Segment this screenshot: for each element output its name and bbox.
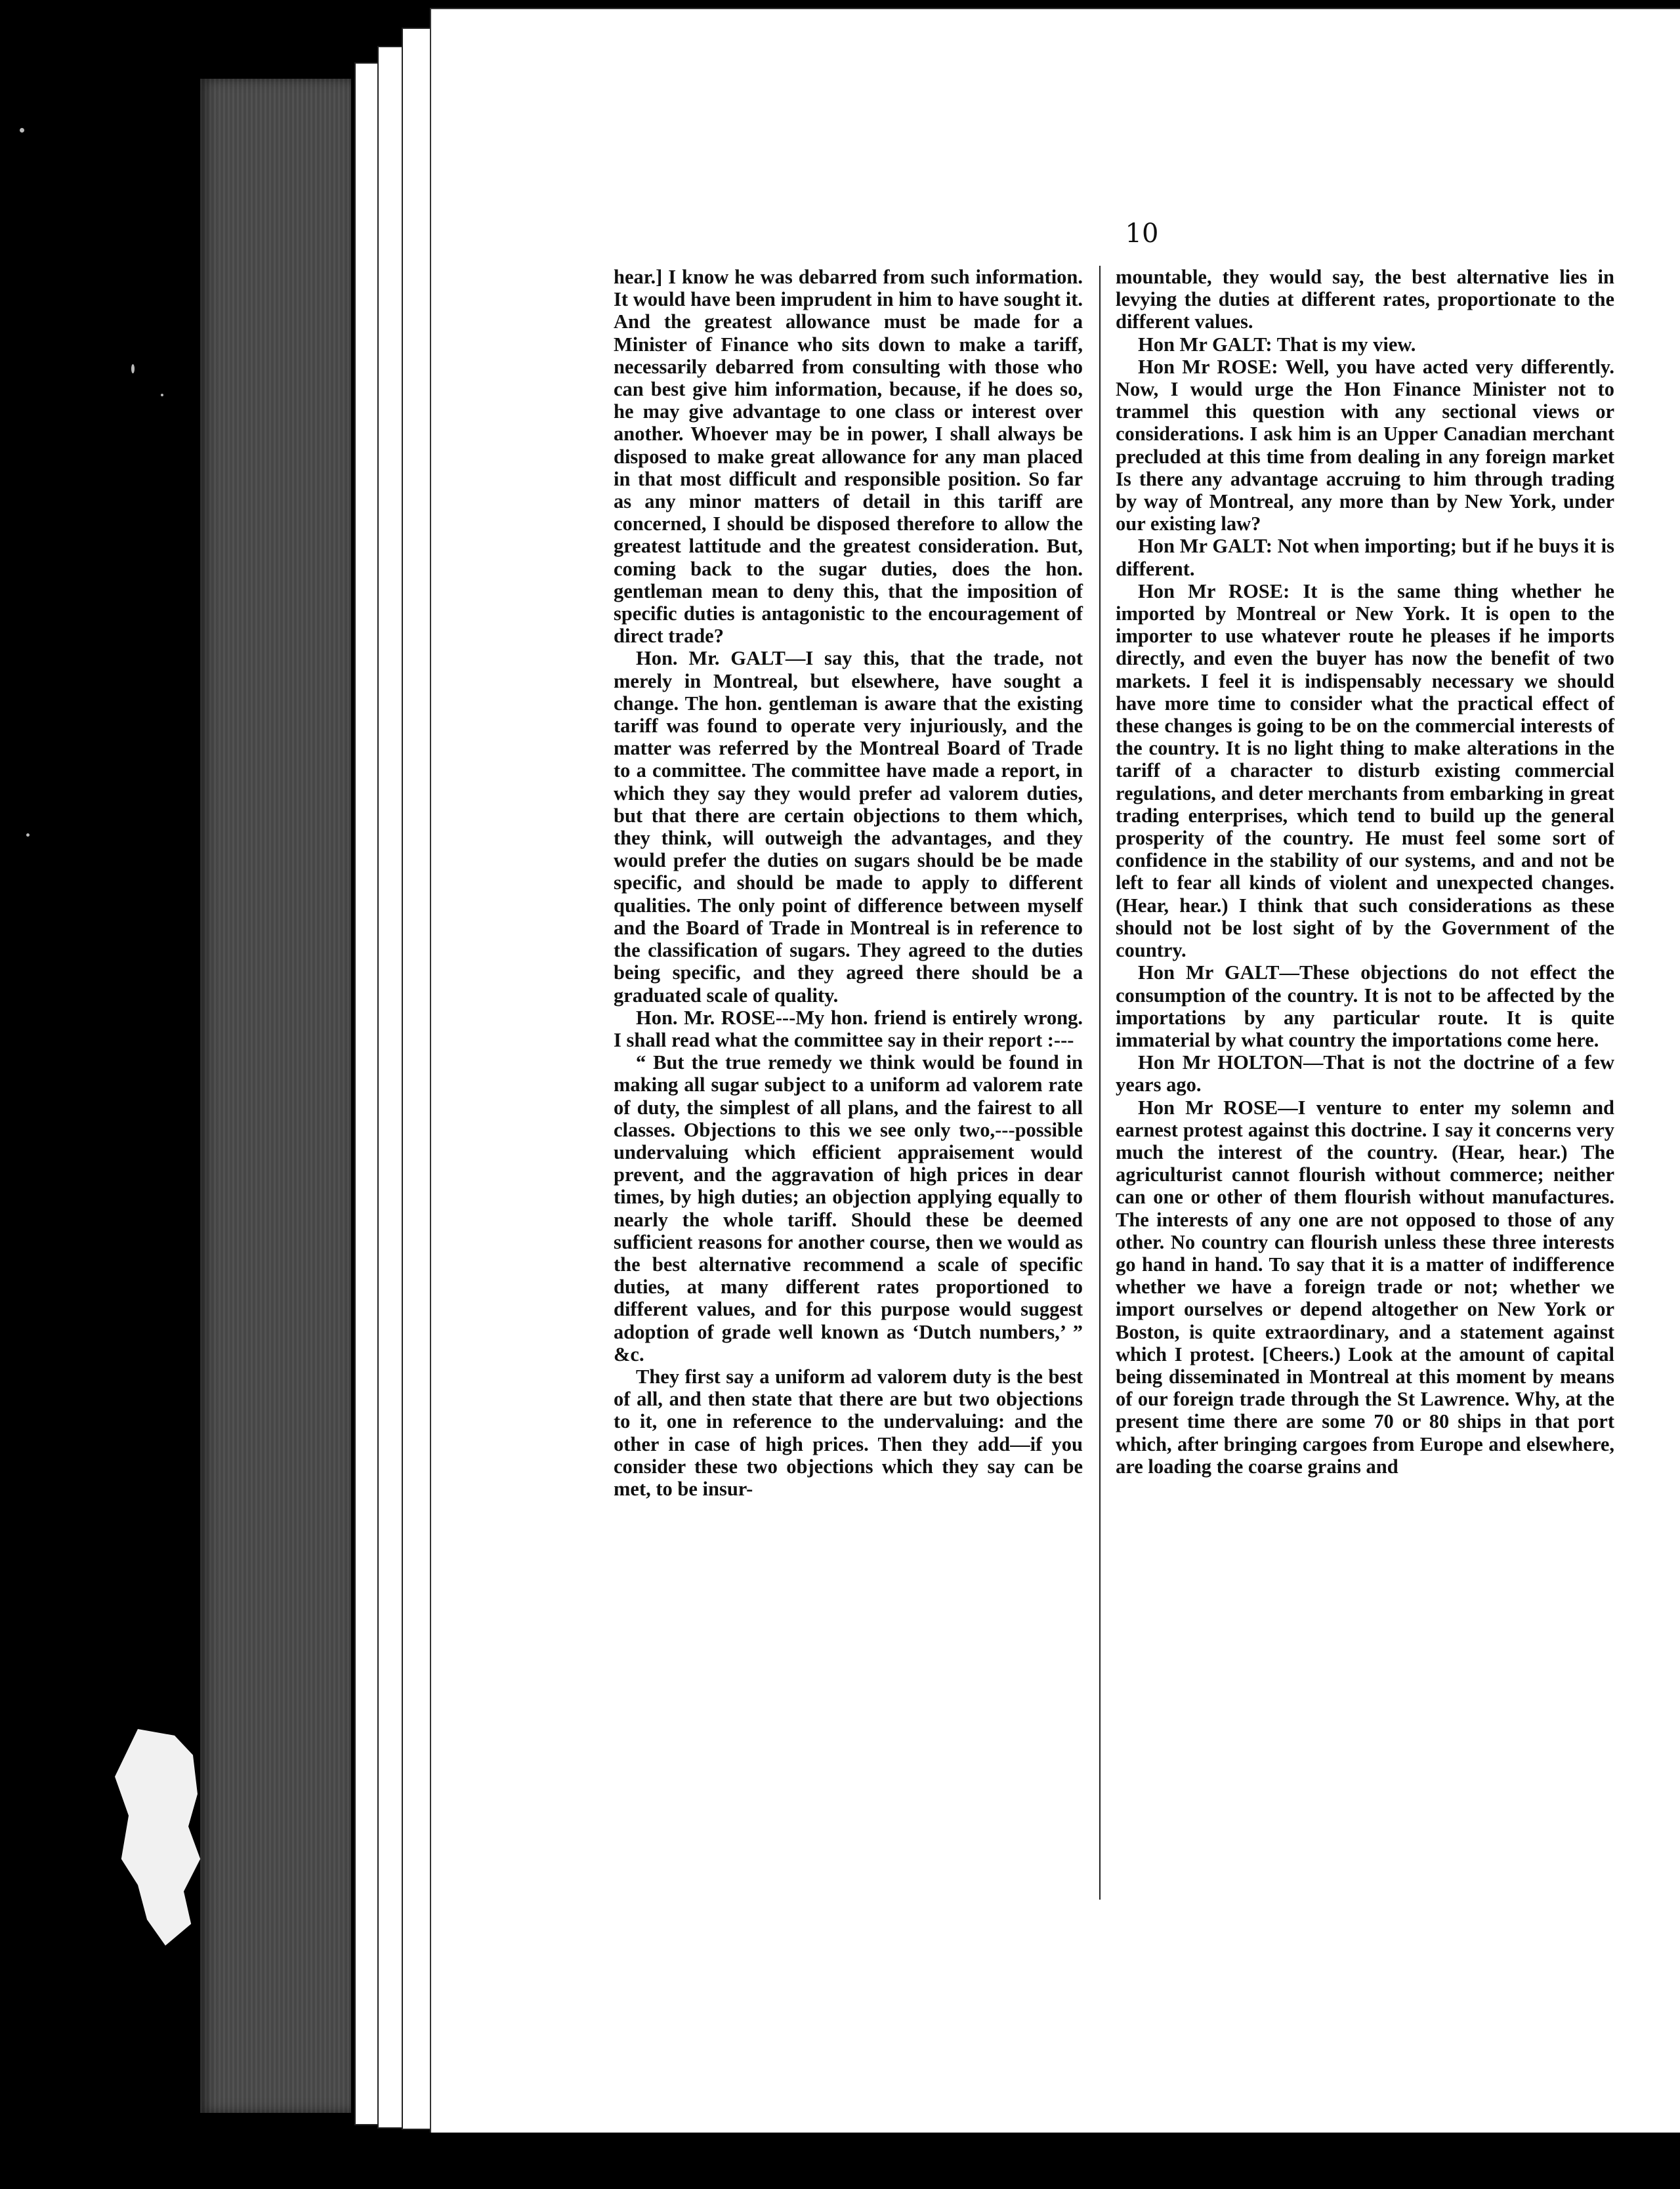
paragraph: mountable, they would say, the best alternative lies in levying the duties at different rates, proportionate to the different values. [1116,266,1614,333]
paragraph: Hon Mr GALT—These objections do not effect the consumption of the country. It is not to be affected by the importations by any particular route. It is quite immaterial by what country the importations come here. [1116,961,1614,1051]
dust-speck [161,394,163,396]
paragraph: Hon. Mr. GALT—I say this, that the trade, not merely in Montreal, but elsewhere, have sought a change. The hon. gentleman is aware that the existing tariff was found to operate very injuriously, and the matter was referred by the Montreal Board of Trade to a committee. The committee have made a report, in which they say they would prefer ad valorem duties, but that there are certain objections to them which, they think, will outweigh the advantages, and they would prefer the duties on sugars should be be made specific, and should be made to apply to different qualities. The only point of difference between myself and the Board of Trade in Montreal is in reference to the classification of sugars. They agreed to the duties being specific, and they agreed there should be a graduated scale of quality. [614,647,1083,1007]
dust-speck [131,364,135,373]
column-rule [1099,266,1101,1900]
paper-scrap [110,1729,202,1946]
right-text-column [1116,266,1614,1478]
paragraph: Hon. Mr. ROSE---My hon. friend is entirely wrong. I shall read what the committee say in their report :--- [614,1006,1083,1051]
paragraph: “ But the true remedy we think would be found in making all sugar subject to a uniform ad valorem rate of duty, the simplest of all plans, and the fairest to all classes. Objections to this we see only two,---possible undervaluing which efficient appraisement would prevent, and the aggravation of high prices in dear times, by high duties; an objection applying equally to nearly the whole tariff. Should these be deemed sufficient reasons for another course, then we would as the best alternative recommend a scale of specific duties, at many different rates proportioned to different values, and for this purpose would suggest adoption of grade well known as ‘Dutch numbers,’ ” &c. [614,1051,1083,1366]
paragraph: hear.] I know he was debarred from such information. It would have been imprudent in him to have sought it. And the greatest allowance must be made for a Minister of Finance who sits down to make a tariff, necessarily debarred from consulting with those who can best give him information, because, if he does so, he may give advantage to one class or interest over another. Whoever may be in power, I shall always be disposed to make great allowance for any man placed in that most difficult and responsible position. So far as any minor matters of detail in this tariff are concerned, I should be disposed therefore to allow the greatest lattitude and the greatest consideration. But, coming back to the sugar duties, does the hon. gentleman mean to deny this, that the imposition of specific duties is antagonistic to the encouragement of direct trade? [614,266,1083,648]
paragraph: Hon Mr ROSE: Well, you have acted very differently. Now, I would urge the Hon Finance Minister not to trammel this question with any sectional views or considerations. I ask him is an Upper Canadian merchant precluded at this time from dealing in any foreign market Is there any advantage accruing to him through trading by way of Montreal, any more than by New York, under our existing law? [1116,355,1614,535]
book-spine [200,79,351,2113]
spine-texture [200,79,351,2113]
dust-speck [20,128,24,133]
paragraph: Hon Mr ROSE—I venture to enter my solemn and earnest protest against this doctrine. I say it concerns very much the interest of the country. (Hear, hear.) The agriculturist cannot flourish without commerce; neither can one or other of them flourish without manufactures. The interests of any one are not opposed to those of any other. No country can flourish unless these three interests go hand in hand. To say that it is a matter of indifference whether we have a foreign trade or not; whether we import ourselves or depend altogether on New York or Boston, is quite extraordinary, and a statement against which I protest. [Cheers.) Look at the amount of capital being disseminated in Montreal at this moment by means of our foreign trade through the St Lawrence. Why, at the present time there are some 70 or 80 ships in that port which, after bringing cargoes from Europe and elsewhere, are loading the coarse grains and [1116,1096,1614,1478]
paragraph: Hon Mr GALT: Not when importing; but if he buys it is different. [1116,535,1614,580]
dust-speck [26,833,30,837]
page-number: 10 [1125,219,1159,249]
paragraph: Hon Mr ROSE: It is the same thing whether he imported by Montreal or New York. It is open to the importer to use whatever route he pleases if he imports directly, and even the buyer has now the benefit of two markets. I feel it is indispensably necessary we should have more time to consider what the practical effect of these changes is going to be on the commercial interests of the country. It is no light thing to make alterations in the tariff of a character to disturb existing commercial regulations, and deter merchants from embarking in great trading enterprises, which tend to build up the general prosperity of the country. He must feel some sort of confidence in the stability of our systems, and and not be left to fear all kinds of violent and unexpected changes. (Hear, hear.) I think that such considerations as these should not be lost sight of by the Government of the country. [1116,579,1614,962]
paragraph: Hon Mr GALT: That is my view. [1138,333,1416,356]
left-text-column [614,266,1083,1500]
paragraph: They first say a uniform ad valorem duty is the best of all, and then state that there are but two objections to it, one in reference to the undervaluing: and the other in case of high prices. Then they add—if you consider these two objections which they say can be met, to be insur- [614,1365,1083,1500]
paragraph: Hon Mr HOLTON—That is not the doctrine of a few years ago. [1116,1051,1614,1096]
